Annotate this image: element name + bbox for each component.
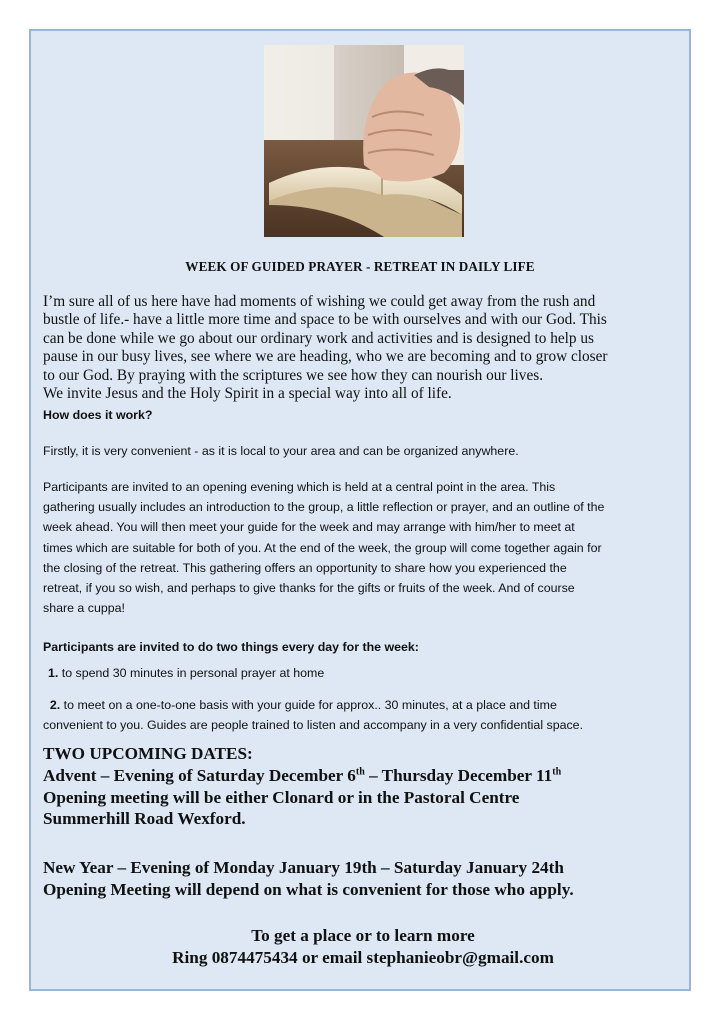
- advent-start: Advent – Evening of Saturday December 6: [43, 765, 356, 785]
- list-text: to meet on a one-to-one basis with your guide for approx.. 30 minutes, at a place and time: [60, 698, 557, 712]
- opening-paragraph: [43, 477, 683, 618]
- how-heading: How does it work?: [43, 408, 153, 422]
- advent-location-line: Summerhill Road Wexford.: [43, 809, 246, 829]
- intro-line: pause in our busy lives, see where we are heading, who we are becoming and to grow closer: [43, 348, 608, 366]
- opening-line: the closing of the retreat. This gathering offers an opportunity to share how you experienced the: [43, 560, 567, 575]
- list-number: 1.: [48, 666, 59, 680]
- list-text: convenient to you. Guides are people trained to listen and accompany in a very confidential space.: [43, 718, 584, 733]
- contact-details: Ring 0874475434 or email stephanieobr@gmail.com: [172, 947, 554, 967]
- two-things-heading: Participants are invited to do two things every day for the week:: [43, 640, 419, 654]
- intro-line: to our God. By praying with the scriptures we see how they can nourish our lives.: [43, 366, 544, 384]
- list-item: [48, 663, 688, 683]
- page-title: WEEK OF GUIDED PRAYER - RETREAT IN DAILY LIFE: [185, 259, 535, 274]
- opening-line: Participants are invited to an opening evening which is held at a central point in the area. This: [43, 480, 556, 494]
- new-year-location-line: Opening Meeting will depend on what is convenient for those who apply.: [43, 879, 574, 899]
- dates-heading: TWO UPCOMING DATES:: [43, 744, 253, 763]
- praying-hands-bible-photo: [264, 45, 464, 237]
- ordinal-suffix: th: [552, 766, 562, 778]
- intro-line: We invite Jesus and the Holy Spirit in a special way into all of life.: [43, 385, 452, 403]
- intro-line: I’m sure all of us here have had moments of wishing we could get away from the rush and: [43, 293, 596, 310]
- ordinal-suffix: th: [355, 766, 365, 778]
- contact-line: To get a place or to learn more: [251, 926, 475, 945]
- contact-section: [43, 925, 683, 969]
- new-year-section: [43, 857, 683, 901]
- intro-line: can be done while we go about our ordinary work and activities and is designed to help us: [43, 329, 594, 347]
- opening-line: gathering usually includes an introduction to the group, a little reflection or prayer, and an outline of the: [43, 500, 605, 515]
- new-year-date-line: New Year – Evening of Monday January 19th – Saturday January 24th: [43, 858, 564, 877]
- advent-date-line: [43, 765, 683, 787]
- opening-line: times which are suitable for both of you. At the end of the week, the group will come together again for: [43, 540, 602, 555]
- praying-hands-icon: [264, 45, 464, 237]
- opening-line: share a cuppa!: [43, 601, 125, 616]
- dates-section: [43, 743, 683, 830]
- opening-line: week ahead. You will then meet your guide for the week and may arrange with him/her to meet at: [43, 520, 575, 535]
- opening-line: retreat, if you so wish, and perhaps to give thanks for the gifts or fruits of the week. And of course: [43, 581, 575, 596]
- intro-line: bustle of life.- have a little more time and space to be with ourselves and with our God. This: [43, 311, 607, 329]
- list-text: to spend 30 minutes in personal prayer at home: [58, 666, 325, 680]
- list-number: 2.: [49, 698, 61, 712]
- list-item: [43, 695, 683, 735]
- intro-paragraph: [43, 293, 683, 403]
- advent-end: – Thursday December 11: [364, 765, 553, 785]
- flyer-page: [29, 29, 691, 991]
- firstly-paragraph: Firstly, it is very convenient - as it is local to your area and can be organized anywhere.: [43, 444, 519, 458]
- advent-location-line: Opening meeting will be either Clonard or in the Pastoral Centre: [43, 787, 520, 807]
